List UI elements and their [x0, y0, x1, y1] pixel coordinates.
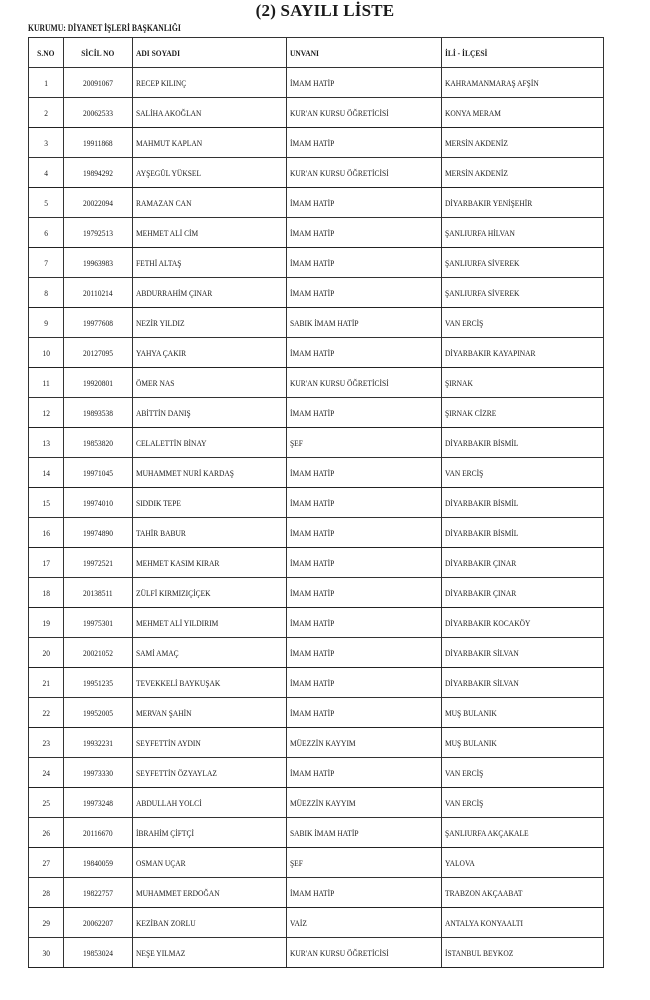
table-row [29, 608, 604, 638]
cell-sicil-no: 19792513 [64, 218, 133, 248]
cell-sno: 2 [29, 98, 64, 128]
cell-location: DİYARBAKIR SİLVAN [442, 668, 604, 698]
cell-title: İMAM HATİP [287, 398, 442, 428]
cell-name: MEHMET ALİ CİM [133, 218, 287, 248]
cell-location: MERSİN AKDENİZ [442, 158, 604, 188]
cell-sicil-no: 20062207 [64, 908, 133, 938]
cell-sicil-no: 19952005 [64, 698, 133, 728]
cell-sicil-no: 19974010 [64, 488, 133, 518]
cell-sno: 15 [29, 488, 64, 518]
table-row [29, 428, 604, 458]
cell-sno: 16 [29, 518, 64, 548]
table-header-row [29, 38, 604, 68]
cell-sicil-no: 20062533 [64, 98, 133, 128]
table-row [29, 128, 604, 158]
cell-location: MUŞ BULANIK [442, 698, 604, 728]
cell-sno: 14 [29, 458, 64, 488]
table-row [29, 758, 604, 788]
cell-name: MUHAMMET ERDOĞAN [133, 878, 287, 908]
cell-sno: 7 [29, 248, 64, 278]
cell-sno: 1 [29, 68, 64, 98]
cell-sno: 20 [29, 638, 64, 668]
header-title: UNVANI [287, 38, 442, 68]
cell-sicil-no: 20091067 [64, 68, 133, 98]
cell-location: DİYARBAKIR KAYAPINAR [442, 338, 604, 368]
cell-sicil-no: 19911868 [64, 128, 133, 158]
cell-sicil-no: 19963983 [64, 248, 133, 278]
cell-location: DİYARBAKIR KOCAKÖY [442, 608, 604, 638]
cell-sno: 27 [29, 848, 64, 878]
cell-location: DİYARBAKIR ÇINAR [442, 578, 604, 608]
cell-location: ŞIRNAK CİZRE [442, 398, 604, 428]
cell-name: RAMAZAN CAN [133, 188, 287, 218]
cell-title: İMAM HATİP [287, 218, 442, 248]
table-row [29, 458, 604, 488]
cell-title: İMAM HATİP [287, 128, 442, 158]
cell-name: KEZİBAN ZORLU [133, 908, 287, 938]
cell-sno: 11 [29, 368, 64, 398]
table-row [29, 98, 604, 128]
cell-name: MUHAMMET NURİ KARDAŞ [133, 458, 287, 488]
cell-title: İMAM HATİP [287, 68, 442, 98]
cell-location: DİYARBAKIR BİSMİL [442, 488, 604, 518]
cell-sno: 4 [29, 158, 64, 188]
header-sicil-no: SİCİL NO [64, 38, 133, 68]
table-body [29, 68, 604, 968]
cell-location: İSTANBUL BEYKOZ [442, 938, 604, 968]
table-row [29, 188, 604, 218]
cell-location: VAN ERCİŞ [442, 458, 604, 488]
cell-location: TRABZON AKÇAABAT [442, 878, 604, 908]
cell-name: AYŞEGÜL YÜKSEL [133, 158, 287, 188]
cell-title: İMAM HATİP [287, 878, 442, 908]
cell-name: ABİTTİN DANIŞ [133, 398, 287, 428]
cell-title: İMAM HATİP [287, 278, 442, 308]
cell-name: TEVEKKELİ BAYKUŞAK [133, 668, 287, 698]
cell-location: YALOVA [442, 848, 604, 878]
table-row [29, 338, 604, 368]
institution-label: KURUMU: DİYANET İŞLERİ BAŞKANLIĞI [28, 23, 181, 33]
cell-title: İMAM HATİP [287, 548, 442, 578]
cell-title: KUR'AN KURSU ÖĞRETİCİSİ [287, 938, 442, 968]
table-row [29, 818, 604, 848]
cell-sno: 3 [29, 128, 64, 158]
cell-sicil-no: 19972521 [64, 548, 133, 578]
table-row [29, 248, 604, 278]
table-row [29, 548, 604, 578]
cell-sno: 9 [29, 308, 64, 338]
cell-sno: 29 [29, 908, 64, 938]
table-row [29, 68, 604, 98]
cell-title: İMAM HATİP [287, 758, 442, 788]
cell-title: İMAM HATİP [287, 458, 442, 488]
cell-sno: 5 [29, 188, 64, 218]
cell-title: VAİZ [287, 908, 442, 938]
table-row [29, 728, 604, 758]
cell-title: İMAM HATİP [287, 188, 442, 218]
header-name: ADI SOYADI [133, 38, 287, 68]
cell-location: DİYARBAKIR BİSMİL [442, 428, 604, 458]
document-title: (2) SAYILI LİSTE [255, 1, 395, 20]
cell-title: KUR'AN KURSU ÖĞRETİCİSİ [287, 158, 442, 188]
cell-sicil-no: 20021052 [64, 638, 133, 668]
cell-location: DİYARBAKIR YENİŞEHİR [442, 188, 604, 218]
table-row [29, 518, 604, 548]
cell-location: ŞANLIURFA AKÇAKALE [442, 818, 604, 848]
cell-title: SABIK İMAM HATİP [287, 818, 442, 848]
cell-sno: 26 [29, 818, 64, 848]
cell-title: KUR'AN KURSU ÖĞRETİCİSİ [287, 368, 442, 398]
cell-sno: 19 [29, 608, 64, 638]
cell-name: ZÜLFİ KIRMIZIÇİÇEK [133, 578, 287, 608]
cell-title: İMAM HATİP [287, 668, 442, 698]
cell-sno: 28 [29, 878, 64, 908]
cell-title: İMAM HATİP [287, 638, 442, 668]
table-row [29, 158, 604, 188]
cell-sno: 22 [29, 698, 64, 728]
cell-location: MUŞ BULANIK [442, 728, 604, 758]
cell-name: ABDULLAH YOLCİ [133, 788, 287, 818]
cell-sicil-no: 19894292 [64, 158, 133, 188]
cell-sicil-no: 19840059 [64, 848, 133, 878]
cell-location: KAHRAMANMARAŞ AFŞİN [442, 68, 604, 98]
cell-name: CELALETTİN BİNAY [133, 428, 287, 458]
cell-title: İMAM HATİP [287, 488, 442, 518]
table-row [29, 398, 604, 428]
personnel-table [28, 37, 604, 968]
cell-title: İMAM HATİP [287, 338, 442, 368]
cell-name: ABDURRAHİM ÇINAR [133, 278, 287, 308]
table-row [29, 878, 604, 908]
header-sno: S.NO [29, 38, 64, 68]
cell-sicil-no: 20138511 [64, 578, 133, 608]
cell-sicil-no: 19973248 [64, 788, 133, 818]
cell-location: ŞIRNAK [442, 368, 604, 398]
cell-name: RECEP KILINÇ [133, 68, 287, 98]
cell-name: SEYFETTİN ÖZYAYLAZ [133, 758, 287, 788]
cell-name: SEYFETTİN AYDIN [133, 728, 287, 758]
cell-location: ŞANLIURFA SİVEREK [442, 248, 604, 278]
cell-sicil-no: 19920801 [64, 368, 133, 398]
cell-name: MEHMET KASIM KIRAR [133, 548, 287, 578]
cell-sno: 25 [29, 788, 64, 818]
table-row [29, 848, 604, 878]
cell-name: SALİHA AKOĞLAN [133, 98, 287, 128]
cell-sicil-no: 19977608 [64, 308, 133, 338]
cell-sicil-no: 20127095 [64, 338, 133, 368]
table-row [29, 488, 604, 518]
cell-name: FETHİ ALTAŞ [133, 248, 287, 278]
cell-title: İMAM HATİP [287, 608, 442, 638]
cell-location: ŞANLIURFA SİVEREK [442, 278, 604, 308]
cell-sicil-no: 19951235 [64, 668, 133, 698]
table-row [29, 308, 604, 338]
table-row [29, 218, 604, 248]
cell-sno: 8 [29, 278, 64, 308]
cell-name: SIDDIK TEPE [133, 488, 287, 518]
cell-title: İMAM HATİP [287, 698, 442, 728]
cell-name: ÖMER NAS [133, 368, 287, 398]
cell-name: TAHİR BABUR [133, 518, 287, 548]
cell-sicil-no: 19822757 [64, 878, 133, 908]
cell-title: ŞEF [287, 428, 442, 458]
cell-name: MAHMUT KAPLAN [133, 128, 287, 158]
cell-title: İMAM HATİP [287, 518, 442, 548]
cell-sno: 10 [29, 338, 64, 368]
cell-location: KONYA MERAM [442, 98, 604, 128]
cell-sno: 6 [29, 218, 64, 248]
cell-location: ANTALYA KONYAALTI [442, 908, 604, 938]
cell-sicil-no: 19975301 [64, 608, 133, 638]
cell-location: VAN ERCİŞ [442, 788, 604, 818]
cell-name: OSMAN UÇAR [133, 848, 287, 878]
cell-name: YAHYA ÇAKIR [133, 338, 287, 368]
cell-title: MÜEZZİN KAYYIM [287, 728, 442, 758]
table-row [29, 278, 604, 308]
header-location: İLİ - İLÇESİ [442, 38, 604, 68]
cell-sicil-no: 20022094 [64, 188, 133, 218]
cell-sicil-no: 19971045 [64, 458, 133, 488]
cell-title: ŞEF [287, 848, 442, 878]
cell-title: KUR'AN KURSU ÖĞRETİCİSİ [287, 98, 442, 128]
cell-location: MERSİN AKDENİZ [442, 128, 604, 158]
cell-name: NEŞE YILMAZ [133, 938, 287, 968]
cell-title: İMAM HATİP [287, 248, 442, 278]
table-row [29, 938, 604, 968]
cell-name: MERVAN ŞAHİN [133, 698, 287, 728]
table-row [29, 368, 604, 398]
cell-sicil-no: 19932231 [64, 728, 133, 758]
table-row [29, 638, 604, 668]
cell-sno: 13 [29, 428, 64, 458]
table-row [29, 578, 604, 608]
cell-location: DİYARBAKIR ÇINAR [442, 548, 604, 578]
table-row [29, 698, 604, 728]
cell-name: İBRAHİM ÇİFTÇİ [133, 818, 287, 848]
cell-name: MEHMET ALİ YILDIRIM [133, 608, 287, 638]
cell-sicil-no: 19853024 [64, 938, 133, 968]
table-row [29, 788, 604, 818]
cell-location: DİYARBAKIR SİLVAN [442, 638, 604, 668]
cell-sno: 12 [29, 398, 64, 428]
cell-sicil-no: 20116670 [64, 818, 133, 848]
cell-sno: 23 [29, 728, 64, 758]
cell-sno: 24 [29, 758, 64, 788]
cell-sno: 21 [29, 668, 64, 698]
cell-name: SAMİ AMAÇ [133, 638, 287, 668]
cell-title: SABIK İMAM HATİP [287, 308, 442, 338]
cell-location: VAN ERCİŞ [442, 758, 604, 788]
cell-location: ŞANLIURFA HİLVAN [442, 218, 604, 248]
cell-sno: 17 [29, 548, 64, 578]
cell-sicil-no: 19974890 [64, 518, 133, 548]
cell-name: NEZİR YILDIZ [133, 308, 287, 338]
cell-sicil-no: 19973330 [64, 758, 133, 788]
cell-sno: 18 [29, 578, 64, 608]
cell-title: İMAM HATİP [287, 578, 442, 608]
table-row [29, 668, 604, 698]
cell-sicil-no: 20110214 [64, 278, 133, 308]
cell-sicil-no: 19853820 [64, 428, 133, 458]
cell-sicil-no: 19893538 [64, 398, 133, 428]
table-row [29, 908, 604, 938]
cell-location: DİYARBAKIR BİSMİL [442, 518, 604, 548]
cell-location: VAN ERCİŞ [442, 308, 604, 338]
cell-sno: 30 [29, 938, 64, 968]
cell-title: MÜEZZİN KAYYIM [287, 788, 442, 818]
